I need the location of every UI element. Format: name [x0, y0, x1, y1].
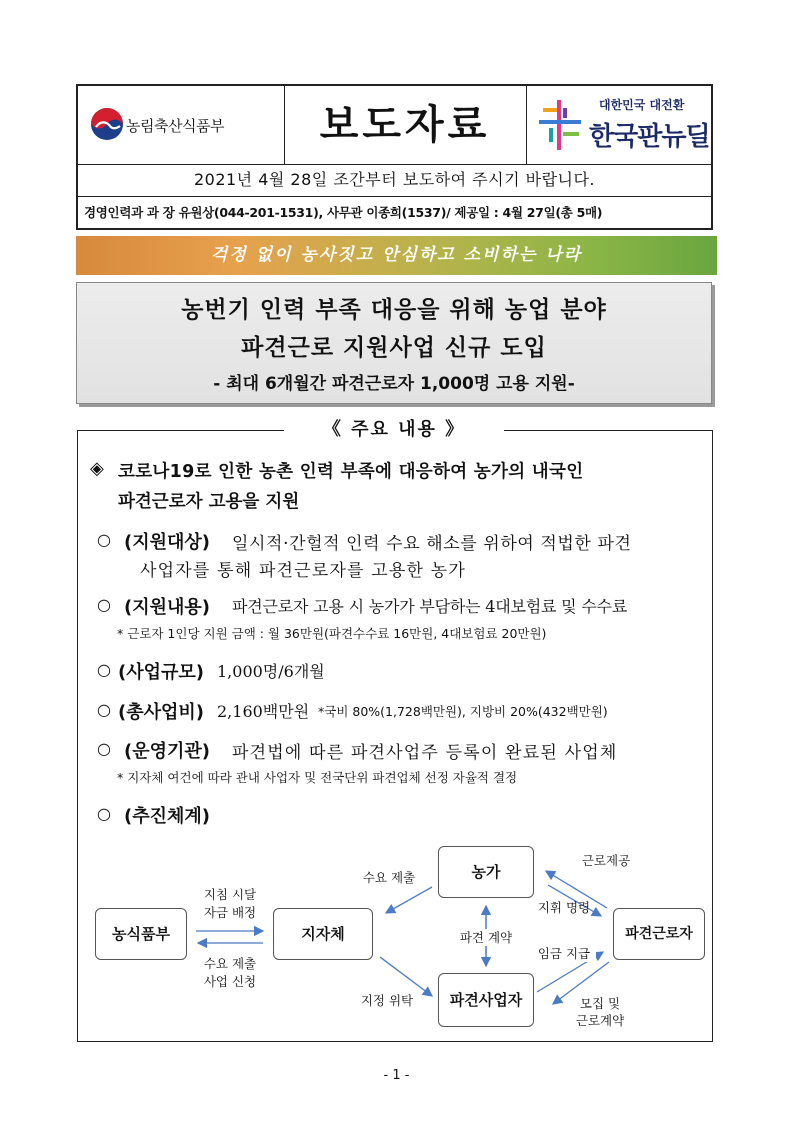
- operator-note: * 지자체 여건에 따라 관내 사업자 및 전국단위 파견업체 선정 자율적 결정: [117, 770, 518, 785]
- operator-label: (운영기관): [124, 741, 211, 762]
- label-demand-submit: 수요 제출: [362, 870, 416, 885]
- label-labor-supply: 근로제공: [581, 853, 631, 868]
- circle-bullet-icon: ○: [97, 804, 111, 823]
- operator-text: 파견법에 따른 파견사업주 등록이 완료된 사업체: [232, 743, 618, 763]
- node-ministry: 농식품부: [95, 908, 187, 960]
- content-text: 파견근로자 고용 시 농가가 부담하는 4대보험료 및 수수료: [232, 597, 628, 616]
- label-guideline-2: 자금 배정: [203, 905, 257, 920]
- label-recruit-1: 모집 및: [579, 996, 621, 1011]
- label-designate: 지정 위탁: [360, 993, 414, 1008]
- budget-amount: 2,160백만원: [217, 702, 310, 721]
- label-direct-order: 지휘 명령: [537, 900, 591, 915]
- node-agency: 파견사업자: [438, 973, 534, 1027]
- circle-bullet-icon: ○: [97, 700, 111, 719]
- arrow-farm-to-gov: [386, 887, 432, 913]
- headline-line-1: 농번기 인력 부족 대응을 위해 농업 분야: [181, 297, 607, 323]
- circle-bullet-icon: ○: [97, 530, 111, 549]
- doc-type-title: 보도자료: [319, 102, 491, 148]
- label-wage-pay: 임금 지급: [532, 945, 596, 962]
- embargo-notice: 2021년 4월 28일 조간부터 보도하여 주시기 바랍니다.: [78, 164, 711, 197]
- budget-note: *국비 80%(1,728백만원), 지방비 20%(432백만원): [318, 704, 608, 719]
- page-number: - 1 -: [383, 1068, 410, 1083]
- circle-bullet-icon: ○: [97, 660, 111, 679]
- section-title: 《 주요 내용 》: [284, 416, 504, 444]
- contact-info: 경영인력과 과 장 유원상(044-201-1531), 사무관 이종희(1537)/ 제공일 : 4월 27일(총 5매): [84, 205, 603, 220]
- headline-line-2: 파견근로 지원사업 신규 도입: [241, 335, 547, 361]
- node-local-gov: 지자체: [273, 908, 373, 960]
- node-farm: 농가: [438, 846, 534, 898]
- target-text-2: 사업자를 통해 파견근로자를 고용한 농가: [140, 561, 466, 581]
- circle-bullet-icon: ○: [97, 739, 111, 758]
- label-guideline-1: 지침 시달: [203, 887, 257, 902]
- budget-label: (총사업비): [118, 702, 205, 723]
- label-demand-apply-2: 사업 신청: [203, 974, 257, 989]
- new-deal-title: 한국판뉴딜: [589, 122, 710, 152]
- label-demand-apply-1: 수요 제출: [203, 956, 257, 971]
- target-label: (지원대상): [124, 532, 211, 553]
- scale-text: 1,000명/6개월: [217, 662, 325, 681]
- target-text-1: 일시적·간헐적 인력 수요 해소를 위하여 적법한 파견: [232, 534, 632, 554]
- summary-line-1: 코로나19로 인한 농촌 인력 부족에 대응하여 농가의 내국인: [118, 462, 584, 482]
- summary-line-2: 파견근로자 고용을 지원: [118, 492, 300, 512]
- scale-label: (사업규모): [118, 662, 205, 683]
- headline-subtitle: - 최대 6개월간 파견근로자 1,000명 고용 지원-: [213, 374, 575, 394]
- label-dispatch-contract: 파견 계약: [453, 929, 519, 946]
- system-label: (추진체계): [124, 806, 211, 827]
- ministry-name: 농림축산식품부: [126, 117, 224, 135]
- label-recruit-2: 근로계약: [575, 1013, 625, 1028]
- content-label: (지원내용): [124, 597, 211, 618]
- node-worker: 파견근로자: [613, 908, 705, 960]
- circle-bullet-icon: ○: [97, 595, 111, 614]
- content-note: * 근로자 1인당 지원 금액 : 월 36만원(파견수수료 16만원, 4대보험료 20만원): [117, 626, 547, 641]
- new-deal-subtitle: 대한민국 대전환: [599, 98, 685, 112]
- arrow-gov-to-agency: [380, 957, 432, 996]
- slogan-text: 걱정 없이 농사짓고 안심하고 소비하는 나라: [210, 245, 583, 265]
- headline-bullet-icon: ◈: [90, 458, 104, 479]
